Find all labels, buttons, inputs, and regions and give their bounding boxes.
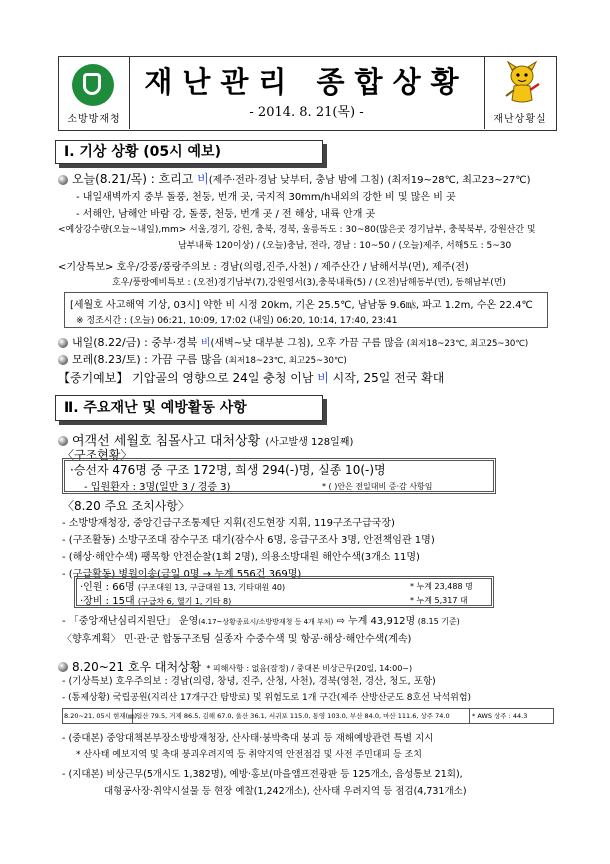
action-3: - (해상·해안수색) 팽목항 안전순찰(1회 2명), 의용소방대원 해안수색(3개소 11명) [62,552,420,563]
mid-term-forecast: 【중기예보】 기압골의 영향으로 24일 충청 이남 비 시작, 25일 전국 확대 [58,371,445,385]
tide-times: ※ 정조시간 : (오늘) 06:21, 10:09, 17:02 (내일) 06:20, 10:14, 17:40, 23:41 [76,316,398,326]
today-forecast: 오늘(8.21/목) : 흐리고 비(제주·전라·경남 낮부터, 충남 밤에 그침) (최저19~28℃, 최고23~27℃) [58,170,530,187]
day-after-forecast: 모레(8.23/토) : 가끔 구름 많음 (최저18~23℃, 최고25~30℃) [58,351,347,367]
page-title: 재난관리 종합상황 [144,65,469,99]
resources-people: ·인원 : 66명 (구조대원 13, 구급대원 13, 기타대원 40) [80,582,286,593]
resources-equipment-total: * 누계 5,317 대 [410,596,468,605]
rain-forecast: <예상강수량(오늘~내일),mm> 서울,경기, 강원, 충북, 경북, 울릉독도 : 30~80(많은곳 경기남부, 충북북부, 강원산간 및 [58,225,536,235]
mascot-icon [502,60,542,106]
rescue-label: 〈구조현황〉 [62,448,133,462]
tomorrow-forecast: 내일(8.22/금) : 중부·경북 비(새벽~낮 대부분 그침), 오후 가끔 구름 많음 (최저18~23℃, 최고25~30℃) [58,334,528,350]
action-1: - 소방방재청장, 중앙긴급구조통제단 지휘(진도현장 지휘, 119구조구급국장) [62,518,395,529]
table-divider [469,708,470,724]
rainfall-header: 8.20~21, 05시 현재(㎜) [64,712,138,720]
today-line-1: - 내일새벽까지 중부 돌풍, 천둥, 번개 곳, 국지적 30mm/h내외의 강한 비 및 많은 비 곳 [76,192,456,203]
psych-support: - 「중앙재난심리지원단」 운영(4.17~상황종료시/소방방재청 등 4개 부처) ⇨ 누계 43,912명 (8.15 기준) [62,616,460,627]
local-hq-action: - (지대본) 비상근무(5개시도 1,382명), 예방·홍보(마을앰프전광판 등 125개소, 음성통보 21회), [62,769,463,780]
action-4: - (구급활동) 병원이송(금일 0명 → 누계 556건 369명) [62,569,302,580]
bullet-icon [58,338,68,348]
office-name: 재난상황실 [493,114,547,125]
agency-logo [72,64,114,106]
section-1-title: Ⅰ. 기상 상황 (05시 예보) [55,140,323,164]
bullet-icon [58,175,68,185]
weather-advisory-2: 호우/풍랑예비특보 : (오전)경기남부(7),강원영서(3),충북내륙(5) / (오전)남해동부(먼), 동해남부(먼) [112,278,506,288]
future-plan: 〈향후계획〉 민·관·군 합동구조팀 실종자 수중수색 및 항공·해상·해안수색(계속) [62,634,412,645]
bullet-icon [58,355,68,365]
rainfall-values: 일산 79.5, 거제 86.5, 김해 67.0, 울산 36.1, 서귀포 115.0, 통영 103.0, 부산 84.0, 마산 111.6, 상주 74.0 [136,712,450,720]
hq-instruction: - (중대본) 중앙대책본부장소방방재청장, 산사태·붕박축대 붕괴 등 재해예방관련 특별 지시 [62,733,434,744]
resources-people-total: * 누계 23,488 명 [410,582,473,591]
bullet-icon [58,662,68,672]
hq-instruction-detail: * 산사태 예보지역 및 축대 붕괴우려지역 등 취약지역 안전점검 및 사전 주민대피 등 조치 [76,750,422,760]
weather-advisory-1: <기상특보> 호우/강풍/풍랑주의보 : 경남(의령,진주,사천) / 제주산간 / 남해서부(먼), 제주(전) [58,262,469,273]
rain-forecast-2: 남부내륙 120이상) / (오늘)충남, 전라, 경남 : 10~50 / (오늘)제주, 서해5도 : 5~30 [178,241,512,251]
today-line-2: - 서해안, 남해안 바람 강, 돌풍, 천둥, 번개 곳 / 전 해상, 내륙 안개 곳 [76,209,376,220]
section-2-title: Ⅱ. 주요재난 및 예방활동 사항 [55,395,323,421]
heavy-rain-title: 8.20~21 호우 대처상황 * 피해사항 : 없음(잠정) / 중대본 비상근무(20일, 14:00~) [58,656,412,675]
bullet-icon [58,436,68,446]
rainfall-aws: * AWS 상주 : 44.3 [472,712,528,720]
agency-name: 소방방재청 [67,114,121,125]
local-hq-action-2: 대형공사장·취약시설물 등 현장 예찰(1,242개소), 산사태 우려지역 등 점검(4,731개소) [104,786,467,797]
actions-label: 〈8.20 주요 조치사항〉 [62,499,190,513]
resources-equipment: ·장비 : 15대 (구급차 6, 헬기 1, 기타 8) [80,596,232,607]
rescue-note: * ( )안은 전일대비 증·감 사항임 [322,482,433,491]
sewol-weather: [세월호 사고해역 기상, 03시] 약한 비 시정 20km, 기온 25.5℃, 남남동 9.6㎧, 파고 1.2m, 수온 22.4℃ [70,300,533,311]
ferry-title: 여객선 세월호 침몰사고 대처상황 (사고발생 128일째) [58,430,353,449]
rescue-count: ·승선자 476명 중 구조 172명, 희생 294(-)명, 실종 10(-)명 [70,463,386,477]
report-date: - 2014. 8. 21(목) - [249,105,364,120]
rain-control: - (통제상황) 국립공원(지리산 17개구간 탐방로) 및 위험도로 1개 구간(제주 산방산군도 8호선 낙석위험) [62,693,472,703]
rain-advisory: - (기상특보) 호우주의보 : 경남(의령, 창녕, 진주, 산청, 사천), 경북(영천, 경산, 청도, 포항) [62,676,436,687]
action-2: - (구조활동) 소방구조대 잠수구조 대기(잠수사 6명, 응급구조사 3명, 안전책임관 1명) [62,535,435,546]
hospital-count: - 입원환자 : 3명(일반 3 / 경증 3) [84,482,231,493]
